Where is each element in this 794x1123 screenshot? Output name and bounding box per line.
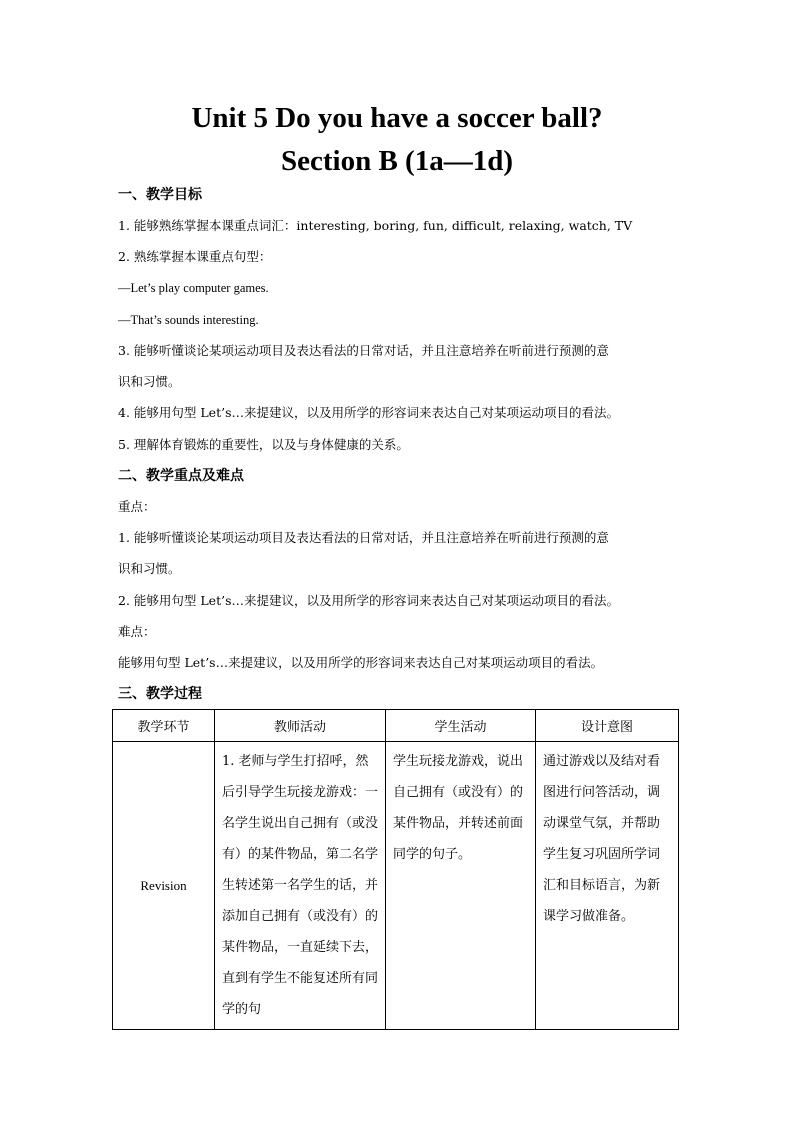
column-header: 设计意图 bbox=[536, 710, 679, 742]
process-table bbox=[112, 709, 679, 1030]
student-activity-text: 学生玩接龙游戏，说出自己拥有（或没有）的某件物品，并转述前面同学的句子。 bbox=[393, 754, 524, 862]
objective-line: 识和习惯。 bbox=[118, 374, 181, 389]
difficulty-line: 能够用句型 Let’s…来提建议，以及用所学的形容词来表达自己对某项运动项目的看法。 bbox=[118, 655, 604, 670]
stage-cell: Revision bbox=[113, 742, 215, 1030]
column-header: 学生活动 bbox=[386, 710, 536, 742]
objective-line: 3. 能够听懂谈论某项运动项目及表达看法的日常对话，并且注意培养在听前进行预测的意 bbox=[118, 343, 609, 358]
section-heading-objectives: 一、教学目标 bbox=[118, 187, 202, 203]
column-header: 教学环节 bbox=[113, 710, 215, 742]
student-activity-cell bbox=[386, 742, 536, 1030]
objective-line: 2. 熟练掌握本课重点句型： bbox=[118, 249, 272, 264]
design-intent-text: 通过游戏以及结对看图进行问答活动，调动课堂气氛，并帮助学生复习巩固所学词汇和目标语言，为新课学习做准备。 bbox=[543, 754, 661, 924]
column-header: 教师活动 bbox=[215, 710, 386, 742]
table-row bbox=[113, 742, 679, 1030]
objective-line: —Let’s play computer games. bbox=[118, 281, 269, 295]
design-intent-cell bbox=[536, 742, 679, 1030]
focus-line: 识和习惯。 bbox=[118, 561, 181, 576]
teacher-activity-cell bbox=[215, 742, 386, 1030]
section-heading-process: 三、教学过程 bbox=[118, 686, 202, 702]
difficulty-label: 难点： bbox=[118, 624, 156, 639]
doc-subtitle: Section B (1a—1d) bbox=[281, 145, 513, 177]
teacher-activity-text: 1. 老师与学生打招呼，然后引导学生玩接龙游戏：一名学生说出自己拥有（或没有）的某件物品，第二名学生转述第一名学生的话，并添加自己拥有（或没有）的某件物品，一直延续下去，直到有学生不能复述所有同学的句 bbox=[222, 754, 379, 1017]
focus-line: 1. 能够听懂谈论某项运动项目及表达看法的日常对话，并且注意培养在听前进行预测的意 bbox=[118, 530, 609, 545]
focus-line: 2. 能够用句型 Let’s…来提建议，以及用所学的形容词来表达自己对某项运动项目的看法。 bbox=[118, 593, 619, 608]
table-header-row bbox=[113, 710, 679, 742]
objective-line: 4. 能够用句型 Let’s…来提建议，以及用所学的形容词来表达自己对某项运动项目的看法。 bbox=[118, 405, 619, 420]
focus-label: 重点： bbox=[118, 499, 156, 514]
section-heading-key-points: 二、教学重点及难点 bbox=[118, 468, 244, 484]
objective-line: —That’s sounds interesting. bbox=[118, 313, 259, 327]
objective-line: 5. 理解体育锻炼的重要性，以及与身体健康的关系。 bbox=[118, 437, 409, 452]
doc-title: Unit 5 Do you have a soccer ball? bbox=[191, 102, 603, 134]
objective-line: 1. 能够熟练掌握本课重点词汇：interesting, boring, fun, difficult, relaxing, watch, TV bbox=[118, 218, 633, 233]
